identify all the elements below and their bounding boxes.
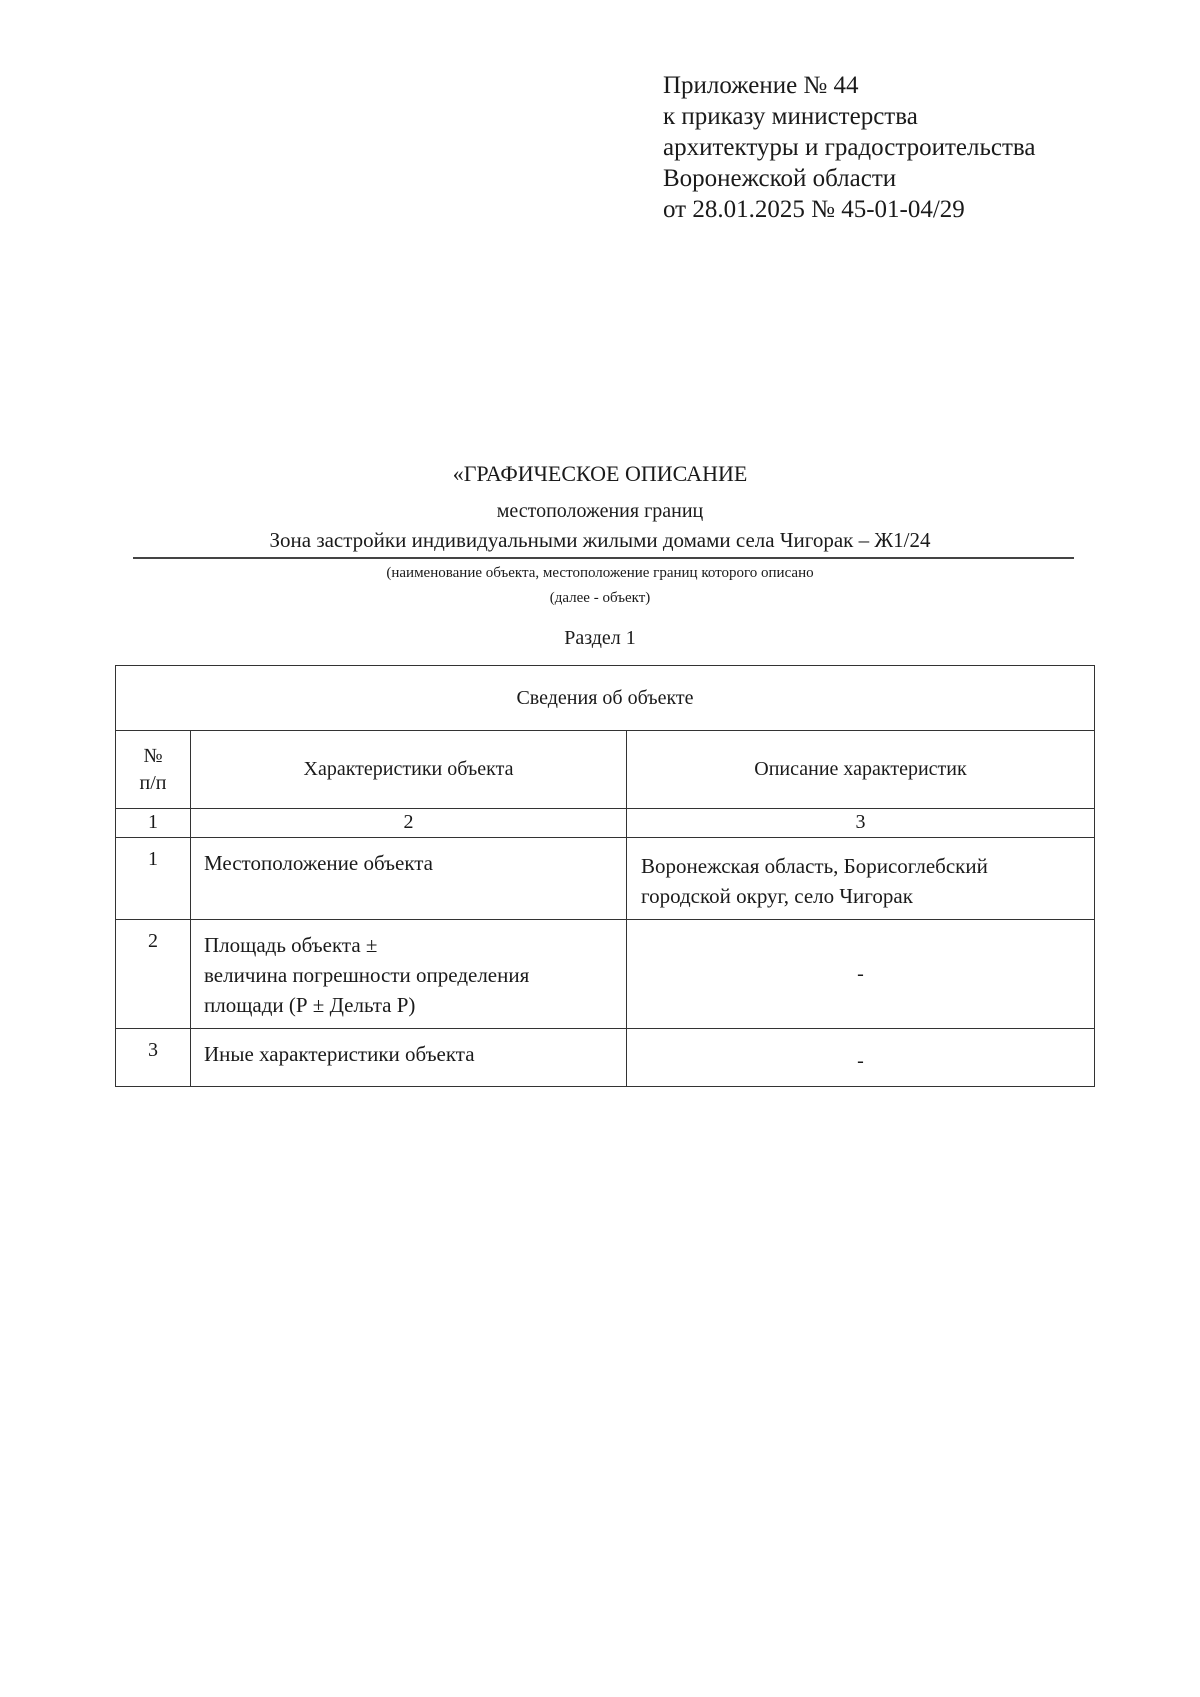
attachment-line: к приказу министерства: [663, 103, 918, 130]
column-header-number-symbol: №: [143, 744, 163, 767]
row-description-line: городской округ, село Чигорак: [641, 884, 913, 908]
column-number: 2: [191, 809, 627, 838]
row-characteristic: [191, 920, 627, 1029]
column-header-characteristic: Характеристики объекта: [191, 731, 627, 809]
attachment-line: Воронежской области: [663, 165, 897, 192]
row-characteristic: [191, 838, 627, 920]
object-name: Зона застройки индивидуальными жилыми домами села Чигорак – Ж1/24: [269, 528, 931, 552]
attachment-line: Приложение № 44: [663, 72, 859, 99]
column-number: 1: [116, 809, 191, 838]
row-number: 2: [116, 920, 191, 1029]
column-number: 3: [627, 809, 1095, 838]
attachment-line: от 28.01.2025 № 45-01-04/29: [663, 196, 965, 223]
column-header-number: [116, 731, 191, 809]
row-characteristic-line: величина погрешности определения: [204, 963, 530, 987]
row-characteristic-line: Местоположение объекта: [204, 851, 434, 875]
row-number: 1: [116, 838, 191, 920]
row-characteristic: [191, 1029, 627, 1087]
object-info-table: [115, 665, 1095, 1087]
object-name-caption: (наименование объекта, местоположение границ которого описано: [386, 565, 814, 581]
table-row: [116, 920, 1095, 1029]
document-subtitle: местоположения границ: [496, 500, 704, 522]
attachment-block: [663, 70, 1163, 225]
column-header-description: Описание характеристик: [627, 731, 1095, 809]
column-number-row: [116, 809, 1095, 838]
row-number: 3: [116, 1029, 191, 1087]
row-description: -: [627, 1029, 1095, 1087]
row-characteristic-line: Площадь объекта ±: [204, 933, 378, 957]
row-characteristic-line: площади (Р ± Дельта Р): [204, 993, 416, 1017]
row-description: -: [627, 920, 1095, 1029]
row-description: [627, 838, 1095, 920]
section-label: Раздел 1: [564, 627, 636, 649]
row-characteristic-line: Иные характеристики объекта: [204, 1042, 475, 1066]
table-row: [116, 1029, 1095, 1087]
object-name-caption-note: (далее - объект): [549, 590, 651, 606]
attachment-line: архитектуры и градостроительства: [663, 134, 1036, 161]
document-title: «ГРАФИЧЕСКОЕ ОПИСАНИЕ: [452, 461, 748, 486]
column-header-number-abbr: п/п: [139, 771, 167, 794]
table-row: [116, 838, 1095, 920]
table-title: Сведения об объекте: [116, 666, 1095, 731]
row-description-line: Воронежская область, Борисоглебский: [641, 854, 988, 878]
object-name-underline: [133, 557, 1074, 559]
